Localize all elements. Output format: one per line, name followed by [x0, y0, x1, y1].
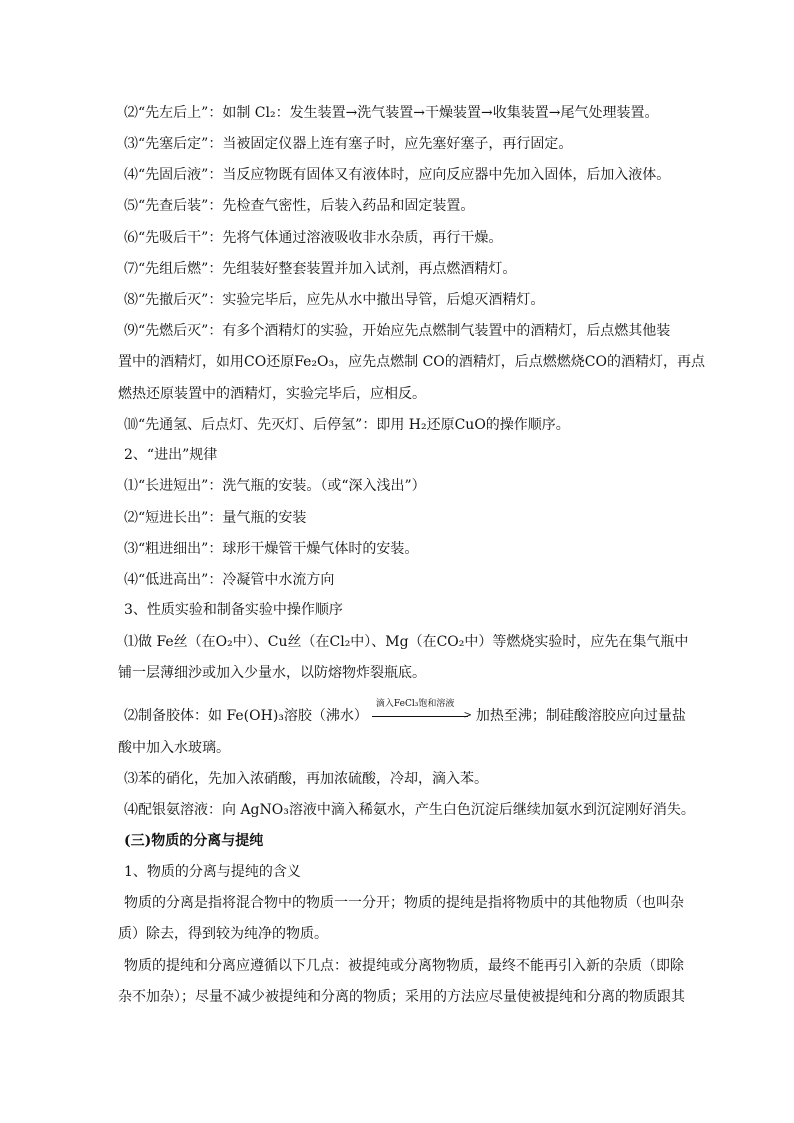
text-line: ⑶“粗进细出”：球形干燥管干燥气体时的安装。 [124, 541, 419, 557]
text-line: ⑵“先左后上”：如制 Cl₂：发生装置→洗气装置→干燥装置→收集装置→尾气处理装置。 [124, 105, 659, 121]
text-line: ⑻“先撤后灭”：实验完毕后，应先从水中撤出导管，后熄灭酒精灯。 [124, 292, 545, 308]
subsection-heading: (三)物质的分离与提纯 [124, 833, 264, 849]
section-heading: 3、性质实验和制备实验中操作顺序 [124, 602, 343, 618]
text-line: ⑷“先固后液”：当反应物既有固体又有液体时，应向反应器中先加入固体，后加入液体。 [124, 167, 671, 183]
text-line: ⑶苯的硝化，先加入浓硝酸，再加浓硫酸，冷却，滴入苯。 [124, 771, 488, 787]
text-line: 物质的分离是指将混合物中的物质一一分开；物质的提纯是指将物质中的其他物质（也叫杂 [124, 895, 684, 911]
reaction-arrow: 滴入FeCl₃饱和溶液 > [372, 707, 472, 725]
section-heading: 1、物质的分离与提纯的含义 [124, 864, 301, 880]
text-line: 杂不加杂）；尽量不减少被提纯和分离的物质；采用的方法应尽量使被提纯和分离的物质跟其 [118, 989, 685, 1005]
text-line: ⑷“低进高出”：冷凝管中水流方向 [124, 572, 335, 588]
text-line: 质）除去，得到较为纯净的物质。 [118, 926, 328, 942]
arrow-label: 滴入FeCl₃饱和溶液 [375, 699, 455, 709]
colloid-line [124, 699, 686, 725]
text-line: 燃热还原装置中的酒精灯，实验完毕后，应相反。 [118, 386, 426, 402]
text-line: ⑷配银氨溶液：向 AgNO₃溶液中滴入稀氨水，产生白色沉淀后继续加氨水到沉淀刚好消失。 [124, 802, 695, 818]
text-line: ⑹“先吸后干”：先将气体通过溶液吸收非水杂质，再行干燥。 [124, 230, 503, 246]
text-line: ⑺“先组后燃”：先组装好整套装置并加入试剂，再点燃酒精灯。 [124, 261, 517, 277]
colloid-before: ⑵制备胶体：如 Fe(OH)₃溶胶（沸水） [124, 708, 368, 724]
text-line: ⑽“先通氢、后点灯、先灭灯、后停氢”：即用 H₂还原CuO的操作顺序。 [124, 417, 570, 433]
text-line: ⑴做 Fe丝（在O₂中）、Cu丝（在Cl₂中）、Mg（在CO₂中）等燃烧实验时，应先在集气瓶中 [124, 634, 689, 650]
text-line: ⑸“先查后装”：先检查气密性，后装入药品和固定装置。 [124, 198, 475, 214]
text-line: 酸中加入水玻璃。 [118, 740, 230, 756]
text-line: 置中的酒精灯，如用CO还原Fe₂O₃，应先点燃制 CO的酒精灯，后点燃燃烧CO的酒精灯，再点 [118, 354, 705, 370]
text-line: ⑵“短进长出”：量气瓶的安装 [124, 510, 307, 526]
text-line: 铺一层薄细沙或加入少量水，以防熔物炸裂瓶底。 [118, 665, 426, 681]
section-heading: 2、“进出”规律 [124, 447, 218, 463]
text-line: 物质的提纯和分离应遵循以下几点：被提纯或分离物物质，最终不能再引入新的杂质（即除 [124, 958, 684, 974]
text-line: ⑼“先燃后灭”：有多个酒精灯的实验，开始应先点燃制气装置中的酒精灯，后点燃其他装 [124, 323, 671, 339]
text-line: ⑶“先塞后定”：当被固定仪器上连有塞子时，应先塞好塞子，再行固定。 [124, 136, 573, 152]
text-line: ⑴“长进短出”：洗气瓶的安装。（或“深入浅出”） [124, 478, 426, 494]
colloid-after: 加热至沸；制硅酸溶胶应向过量盐 [475, 708, 686, 724]
